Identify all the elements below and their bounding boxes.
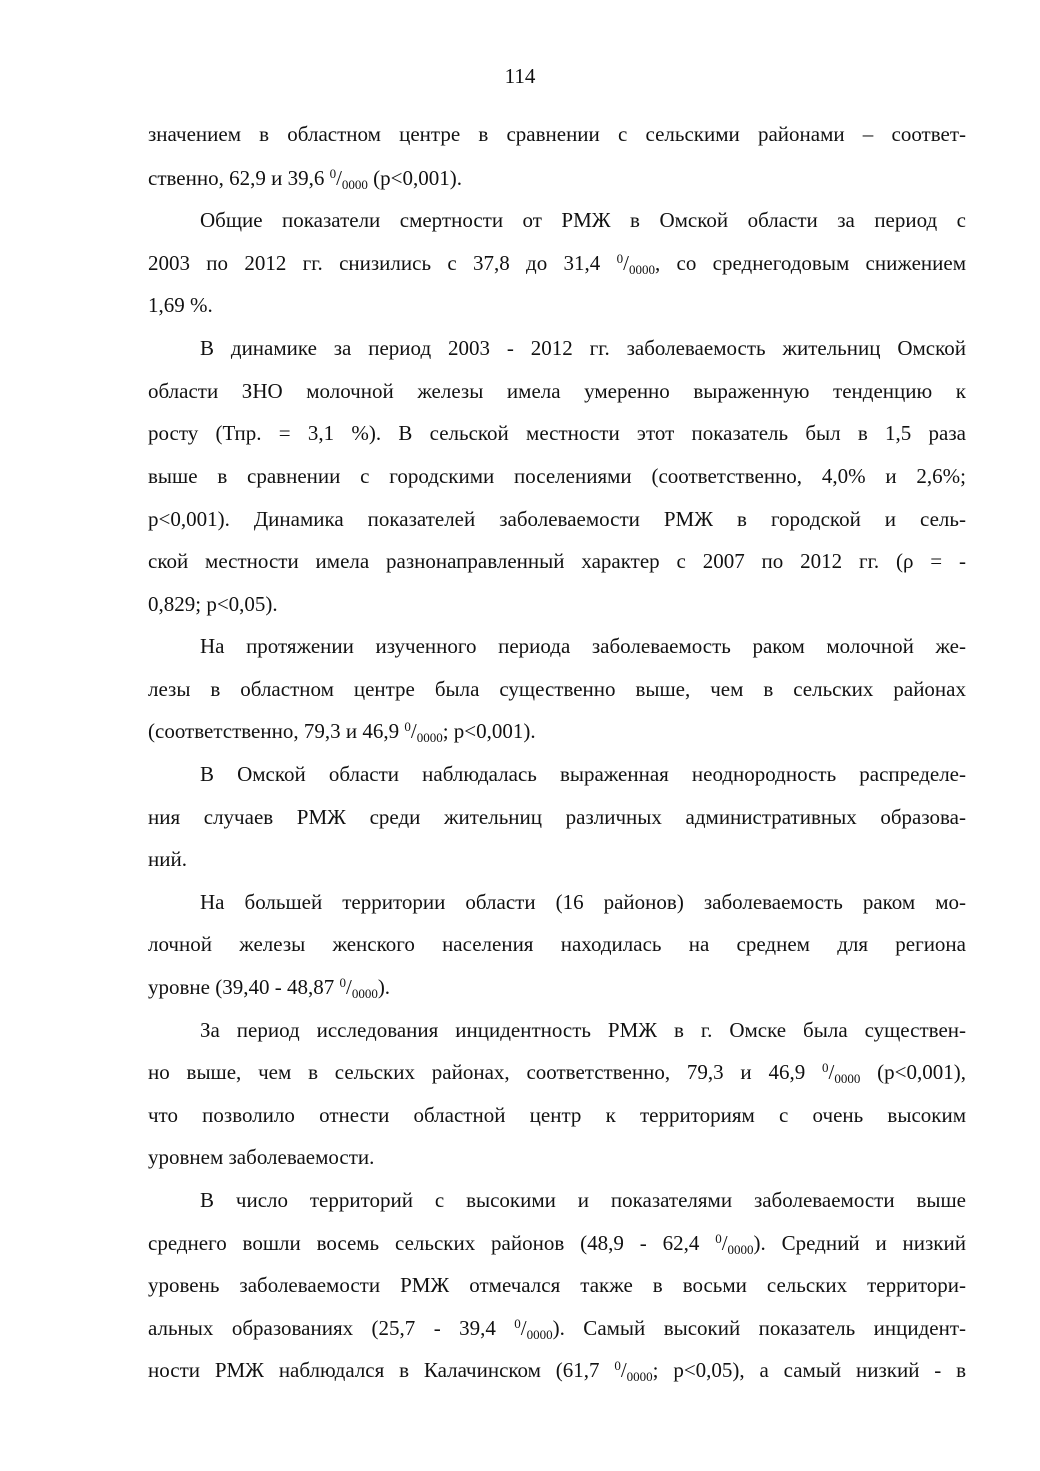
subscript: 0000	[416, 730, 443, 745]
text-line	[200, 206, 966, 234]
text-line	[148, 1143, 966, 1171]
line-text: ственно, 62,9 и 39,6	[148, 166, 330, 190]
superscript: 0	[616, 251, 624, 266]
line-text: что позволило отнести областной центр к территориям с очень высоким	[148, 1103, 966, 1127]
text-line	[148, 717, 966, 745]
line-text: В динамике за период 2003 - 2012 гг. заболеваемость жительниц Омской	[200, 336, 966, 360]
line-text-tail: ; p<0,001).	[442, 719, 536, 743]
line-text-tail: (p<0,001).	[367, 166, 463, 190]
fraction-slash: /	[620, 1358, 627, 1382]
line-text: области ЗНО молочной железы имела умеренно выраженную тенденцию к	[148, 379, 966, 403]
fraction-slash: /	[623, 251, 629, 275]
superscript: 0	[614, 1358, 621, 1373]
text-line	[148, 845, 966, 873]
superscript: 0	[822, 1060, 829, 1075]
subscript: 0000	[526, 1327, 553, 1342]
text-line	[148, 377, 966, 405]
line-text: лезы в областном центре была существенно выше, чем в сельских районах	[148, 677, 966, 701]
text-line	[148, 1356, 966, 1384]
subscript: 0000	[727, 1242, 754, 1257]
line-text: ния случаев РМЖ среди жительниц различных административных образова-	[148, 805, 966, 829]
text-line	[148, 675, 966, 703]
line-text-tail: ; p<0,05), а самый низкий - в	[652, 1358, 967, 1382]
line-text: В Омской области наблюдалась выраженная неоднородность распределе-	[200, 762, 966, 786]
line-text: росту (Тпр. = 3,1 %). В сельской местности этот показатель был в 1,5 раза	[148, 421, 966, 445]
text-line	[148, 164, 966, 192]
subscript: 0000	[351, 986, 378, 1001]
text-line	[148, 803, 966, 831]
line-text-tail: ). Средний и низкий	[753, 1231, 966, 1255]
fraction-slash: /	[336, 166, 342, 190]
text-line	[200, 888, 966, 916]
line-text: ности РМЖ наблюдался в Калачинском (61,7	[148, 1358, 615, 1382]
text-line	[148, 120, 966, 148]
text-line	[148, 930, 966, 958]
subscript: 0000	[341, 177, 368, 192]
superscript: 0	[404, 719, 411, 734]
line-text: но выше, чем в сельских районах, соответственно, 79,3 и 46,9	[148, 1060, 823, 1084]
line-text: лочной железы женского населения находилась на среднем для региона	[148, 932, 966, 956]
line-text: ской местности имела разнонаправленный характер с 2007 по 2012 гг. (ρ = -	[148, 549, 966, 573]
line-text: ний.	[148, 847, 187, 871]
page-number: 114	[504, 64, 536, 88]
line-text-tail: ). Самый высокий показатель инцидент-	[552, 1316, 967, 1340]
fraction-slash: /	[828, 1060, 835, 1084]
text-line	[148, 1271, 966, 1299]
subscript: 0000	[628, 262, 655, 277]
line-text: 0,829; p<0,05).	[148, 592, 278, 616]
text-line	[148, 249, 966, 277]
superscript: 0	[514, 1316, 521, 1331]
text-line	[148, 291, 966, 319]
text-line	[148, 505, 966, 533]
line-text: 1,69 %.	[148, 293, 213, 317]
subscript: 0000	[626, 1369, 653, 1384]
line-text: p<0,001). Динамика показателей заболеваемости РМЖ в городской и сель-	[148, 507, 966, 531]
text-line	[148, 547, 966, 575]
line-text: На протяжении изученного периода заболеваемость раком молочной же-	[200, 634, 966, 658]
text-line	[200, 1016, 966, 1044]
line-text: альных образованиях (25,7 - 39,4	[148, 1316, 515, 1340]
line-text: выше в сравнении с городскими поселениями (соответственно, 4,0% и 2,6%;	[148, 464, 966, 488]
line-text: В число территорий с высокими и показателями заболеваемости выше	[200, 1188, 966, 1212]
superscript: 0	[715, 1231, 722, 1246]
line-text-tail: (p<0,001),	[860, 1060, 966, 1084]
line-text: уровень заболеваемости РМЖ отмечался также в восьми сельских территори-	[148, 1273, 966, 1297]
text-line	[148, 462, 966, 490]
line-text: уровне (39,40 - 48,87	[148, 975, 340, 999]
line-text: уровнем заболеваемости.	[148, 1145, 375, 1169]
text-line	[200, 334, 966, 362]
line-text: среднего вошли восемь сельских районов (48,9 - 62,4	[148, 1231, 716, 1255]
superscript: 0	[329, 166, 337, 181]
line-text: (соответственно, 79,3 и 46,9	[148, 719, 405, 743]
text-line	[200, 632, 966, 660]
line-text-tail: , со среднегодовым снижением	[654, 251, 966, 275]
line-text: Общие показатели смертности от РМЖ в Омской области за период с	[200, 208, 966, 232]
fraction-slash: /	[520, 1316, 527, 1340]
line-text: значением в областном центре в сравнении с сельскими районами – соответ-	[148, 122, 966, 146]
fraction-slash: /	[410, 719, 417, 743]
text-line	[148, 590, 966, 618]
text-line	[148, 419, 966, 447]
fraction-slash: /	[345, 975, 352, 999]
text-line	[148, 1058, 966, 1086]
line-text-tail: ).	[377, 975, 391, 999]
line-text: 2003 по 2012 гг. снизились с 37,8 до 31,4	[148, 251, 617, 275]
text-line	[148, 1314, 966, 1342]
text-line	[148, 1101, 966, 1129]
subscript: 0000	[834, 1071, 861, 1086]
fraction-slash: /	[721, 1231, 728, 1255]
line-text: На большей территории области (16 районов) заболеваемость раком мо-	[200, 890, 966, 914]
text-line	[148, 1229, 966, 1257]
text-line	[200, 1186, 966, 1214]
superscript: 0	[339, 975, 346, 990]
text-line	[200, 760, 966, 788]
text-line	[148, 973, 966, 1001]
line-text: За период исследования инцидентность РМЖ в г. Омске была существен-	[200, 1018, 966, 1042]
